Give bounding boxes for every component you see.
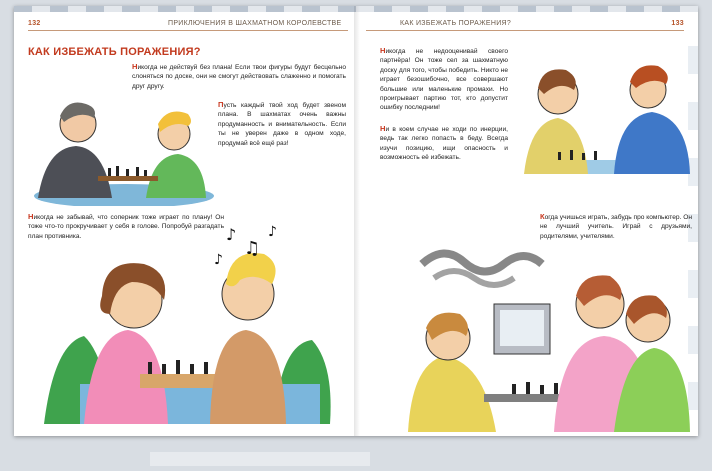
paragraph-2: Пусть каждый твой ход будет звеном плана. В шахматах очень важны продуманность и внимательность. Если ты не уверен даже в одном ходе, продумай всё ещё раз! <box>218 100 346 147</box>
bottom-shadow-strip <box>150 452 370 466</box>
paragraph-4: Никогда не недооценивай своего партнёра! Он тоже сел за шахматную доску для того, чтобы победить. Никто не играет безошибочно, все совершают большие или маленькие промахи. Но проигрывает партию тот, кто допустит ошибку последним! <box>380 46 508 112</box>
paragraph-1: Никогда не действуй без плана! Если твои фигуры будут бесцельно слоняться по доске, они не смогут действовать слаженно и помогать друг другу. <box>132 62 346 90</box>
right-page-header <box>366 16 684 30</box>
svg-text:♪: ♪ <box>268 224 277 240</box>
illustration-girl-and-boy <box>44 224 334 432</box>
paragraph-5: Ни в коем случае не ходи по инерции, ведь так легко попасть в беду. Всегда изучи позицию, ищи опасность и возможность её избежать. <box>380 124 508 162</box>
left-running-title: ПРИКЛЮЧЕНИЯ В ШАХМАТНОМ КОРОЛЕВСТВЕ <box>168 20 342 27</box>
paragraph-6: Когда учишься играть, забудь про компьютер. Он не лучший учитель. Играй с друзьями, родителями, учителями. <box>540 212 692 240</box>
page-heading: КАК ИЗБЕЖАТЬ ПОРАЖЕНИЯ? <box>28 46 201 58</box>
right-running-title: КАК ИЗБЕЖАТЬ ПОРАЖЕНИЯ? <box>400 20 512 27</box>
drop-initial: Н <box>380 46 386 55</box>
right-page-number: 133 <box>671 20 684 27</box>
illustration-two-friends <box>518 50 694 176</box>
drop-initial: К <box>540 212 545 221</box>
drop-initial: Н <box>380 124 386 133</box>
paragraph-3: Никогда не забывай, что соперник тоже играет по плану! Он тоже что-то прокручивает у себя в голове. Попробуй разгадать план противника. <box>28 212 224 240</box>
page-gutter <box>354 6 360 436</box>
illustration-family-at-computer <box>404 244 690 432</box>
drop-initial: Н <box>28 212 34 221</box>
svg-text:♫: ♫ <box>244 238 261 259</box>
left-page-number: 132 <box>28 20 41 27</box>
illustration-two-players <box>28 88 218 206</box>
right-header-rule <box>366 30 684 31</box>
drop-initial: П <box>218 100 224 109</box>
drop-initial: Н <box>132 62 138 71</box>
book-spread <box>14 6 698 436</box>
left-page-header <box>28 16 348 30</box>
left-header-rule <box>28 30 348 31</box>
svg-text:♪: ♪ <box>214 252 223 268</box>
music-notes-icon: ♪ <box>226 225 237 244</box>
